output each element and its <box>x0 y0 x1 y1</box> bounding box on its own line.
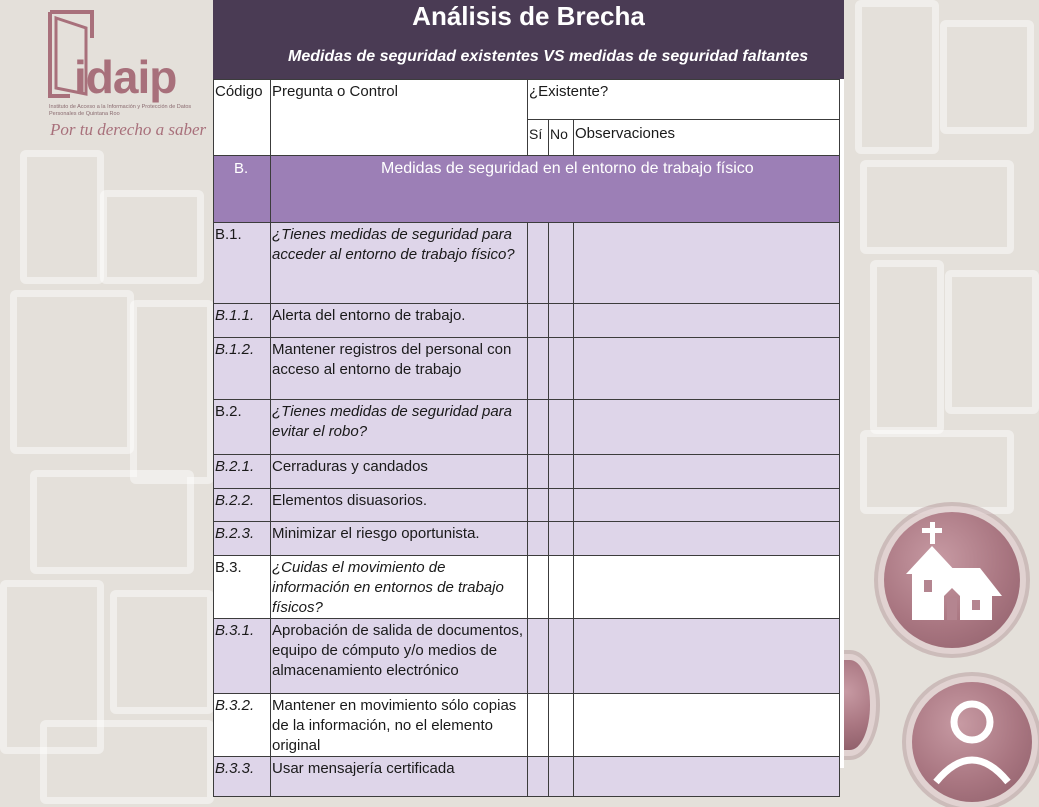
row-observaciones-cell[interactable] <box>574 694 840 757</box>
header-existente: ¿Existente? <box>528 80 840 120</box>
row-no-cell[interactable] <box>549 455 574 489</box>
row-no-cell[interactable] <box>549 757 574 797</box>
row-code: B.3.1. <box>214 619 271 694</box>
gap-analysis-table <box>213 79 840 797</box>
page-title: Análisis de Brecha <box>412 1 645 31</box>
row-no-cell[interactable] <box>549 338 574 400</box>
table-row <box>214 694 840 757</box>
idaip-logo <box>46 8 207 153</box>
church-icon <box>884 512 1020 648</box>
row-code: B.2.3. <box>214 522 271 556</box>
logo-wordmark: idaip <box>74 51 177 103</box>
header-si: Sí <box>528 120 549 156</box>
row-question: ¿Tienes medidas de seguridad para evitar el robo? <box>271 400 528 455</box>
row-code: B.2.1. <box>214 455 271 489</box>
header-codigo: Código <box>214 80 271 156</box>
row-code: B.1. <box>214 223 271 304</box>
table-row <box>214 223 840 304</box>
row-observaciones-cell[interactable] <box>574 304 840 338</box>
section-title: Medidas de seguridad en el entorno de trabajo físico <box>271 156 840 223</box>
row-no-cell[interactable] <box>549 489 574 522</box>
row-si-cell[interactable] <box>528 556 549 619</box>
row-observaciones-cell[interactable] <box>574 556 840 619</box>
row-question: ¿Tienes medidas de seguridad para acceder al entorno de trabajo físico? <box>271 223 528 304</box>
row-question: Mantener en movimiento sólo copias de la información, no el elemento original <box>271 694 528 757</box>
row-si-cell[interactable] <box>528 338 549 400</box>
row-observaciones-cell[interactable] <box>574 338 840 400</box>
row-no-cell[interactable] <box>549 400 574 455</box>
row-si-cell[interactable] <box>528 619 549 694</box>
table-row <box>214 522 840 556</box>
logo-subtitle: Instituto de Acceso a la Información y Protección de Datos Personales de Quintana Roo <box>49 104 192 117</box>
row-code: B.3. <box>214 556 271 619</box>
row-no-cell[interactable] <box>549 694 574 757</box>
row-no-cell[interactable] <box>549 619 574 694</box>
row-question: Aprobación de salida de documentos, equipo de cómputo y/o medios de almacenamiento electrónico <box>271 619 528 694</box>
title-bar <box>213 0 844 44</box>
row-si-cell[interactable] <box>528 522 549 556</box>
row-observaciones-cell[interactable] <box>574 522 840 556</box>
table-header-row <box>214 80 840 120</box>
row-observaciones-cell[interactable] <box>574 400 840 455</box>
person-icon <box>912 682 1032 802</box>
row-observaciones-cell[interactable] <box>574 489 840 522</box>
row-si-cell[interactable] <box>528 757 549 797</box>
subtitle-bar <box>213 44 844 79</box>
table-row <box>214 455 840 489</box>
table-row <box>214 489 840 522</box>
row-code: B.2. <box>214 400 271 455</box>
section-code: B. <box>214 156 271 223</box>
row-code: B.3.2. <box>214 694 271 757</box>
row-observaciones-cell[interactable] <box>574 757 840 797</box>
logo-slogan: Por tu derecho a saber <box>50 120 207 139</box>
table-row <box>214 619 840 694</box>
row-code: B.2.2. <box>214 489 271 522</box>
header-observaciones: Observaciones <box>574 120 840 156</box>
row-si-cell[interactable] <box>528 694 549 757</box>
row-observaciones-cell[interactable] <box>574 223 840 304</box>
row-question: Usar mensajería certificada <box>271 757 528 797</box>
row-code: B.3.3. <box>214 757 271 797</box>
table-row <box>214 757 840 797</box>
header-pregunta: Pregunta o Control <box>271 80 528 156</box>
row-observaciones-cell[interactable] <box>574 619 840 694</box>
header-no: No <box>549 120 574 156</box>
table-row <box>214 556 840 619</box>
page-subtitle: Medidas de seguridad existentes VS medidas de seguridad faltantes <box>288 48 809 65</box>
row-question: Alerta del entorno de trabajo. <box>271 304 528 338</box>
row-si-cell[interactable] <box>528 489 549 522</box>
row-si-cell[interactable] <box>528 223 549 304</box>
row-question: ¿Cuidas el movimiento de información en entornos de trabajo físicos? <box>271 556 528 619</box>
section-row <box>214 156 840 223</box>
row-code: B.1.1. <box>214 304 271 338</box>
table-row <box>214 304 840 338</box>
row-no-cell[interactable] <box>549 556 574 619</box>
row-si-cell[interactable] <box>528 304 549 338</box>
row-question: Cerraduras y candados <box>271 455 528 489</box>
row-question: Mantener registros del personal con acceso al entorno de trabajo <box>271 338 528 400</box>
row-si-cell[interactable] <box>528 400 549 455</box>
row-code: B.1.2. <box>214 338 271 400</box>
row-no-cell[interactable] <box>549 522 574 556</box>
row-si-cell[interactable] <box>528 455 549 489</box>
row-question: Minimizar el riesgo oportunista. <box>271 522 528 556</box>
gap-analysis-panel <box>213 0 844 777</box>
row-no-cell[interactable] <box>549 304 574 338</box>
table-row <box>214 400 840 455</box>
row-observaciones-cell[interactable] <box>574 455 840 489</box>
row-no-cell[interactable] <box>549 223 574 304</box>
row-question: Elementos disuasorios. <box>271 489 528 522</box>
table-row <box>214 338 840 400</box>
